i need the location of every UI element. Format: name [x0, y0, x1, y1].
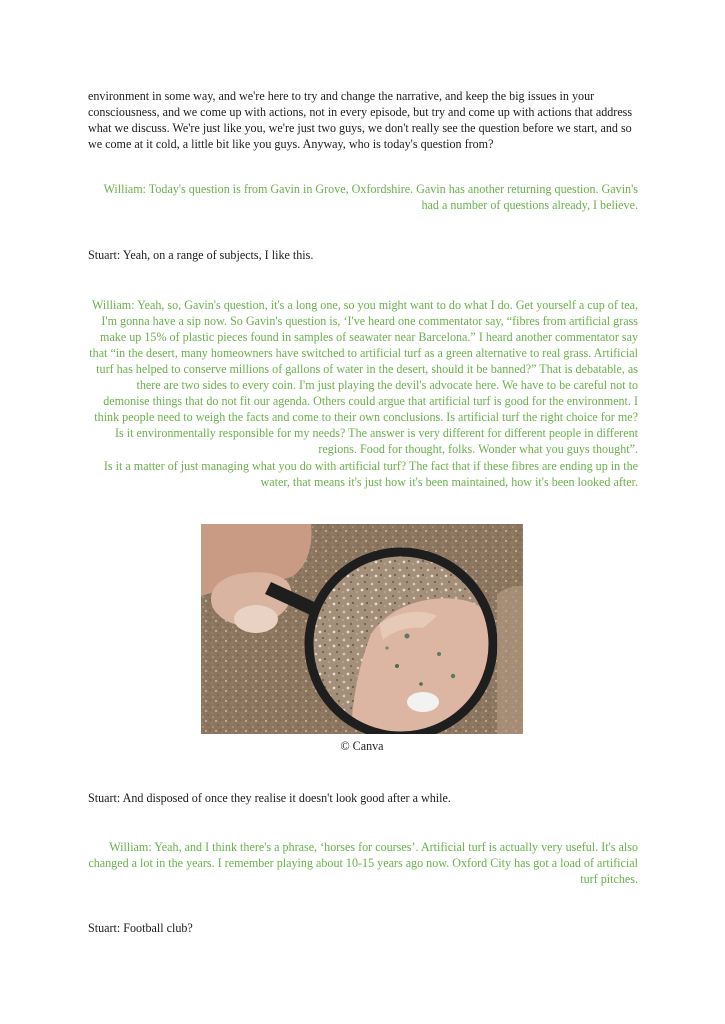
magnifying-glass-photo [201, 524, 523, 734]
figure-caption: © Canva [340, 739, 384, 753]
william-question-intro: William: Today's question is from Gavin in Grove, Oxfordshire. Gavin has another returning question. Gavin's had a number of questions already, I believe. [103, 182, 638, 212]
william-managing-turf: Is it a matter of just managing what you do with artificial turf? The fact that if these fibres are ending up in the water, that means it's just how it's been maintained, how it's been looked after. [103, 459, 638, 489]
magnifier-sand-image [201, 524, 523, 734]
william-gavin-question: William: Yeah, so, Gavin's question, it's a long one, so you might want to do what I do. Get yourself a cup of tea, I'm gonna have a sip now. So Gavin's question is, ‘I've heard one commentator say, “fibres from artificial grass make up 15% of plastic pieces found in samples of seawater near Barcelona.” I heard another commentator say that “in the desert, many homeowners have switched to artificial turf as a green alternative to real grass. Artificial turf has helped to conserve millions of gallons of water in the desert, should it be banned?” That is debatable, as there are two sides to every coin. I'm just playing the devil's advocate here. We have to be careful not to demonise things that do not fit our agenda. Others could argue that artificial turf is good for the environment. I think people need to weigh the facts and come to their own conclusions. Is artificial turf the right choice for me? Is it environmentally responsible for my needs? The answer is very different for different people in different regions. Food for thought, folks. Wonder what you guys thought”. [89, 298, 638, 456]
stuart-football-club: Stuart: Football club? [88, 921, 193, 935]
stuart-reply-range: Stuart: Yeah, on a range of subjects, I like this. [88, 248, 314, 262]
intro-paragraph: environment in some way, and we're here to try and change the narrative, and keep the big issues in your consciousness, and we come up with actions, not in every episode, but try and come up with actions that address what we discuss. We're just like you, we're just two guys, we don't really see the question before we start, and so we come at it cold, a little bit like you guys. Anyway, who is today's question from? [88, 89, 633, 151]
stuart-disposed-remark: Stuart: And disposed of once they realise it doesn't look good after a while. [88, 791, 451, 805]
william-horses-for-courses: William: Yeah, and I think there's a phrase, ‘horses for courses’. Artificial turf is actually very useful. It's also changed a lot in the years. I remember playing about 10-15 years ago now. Oxford City has got a load of artificial turf pitches. [88, 840, 638, 886]
